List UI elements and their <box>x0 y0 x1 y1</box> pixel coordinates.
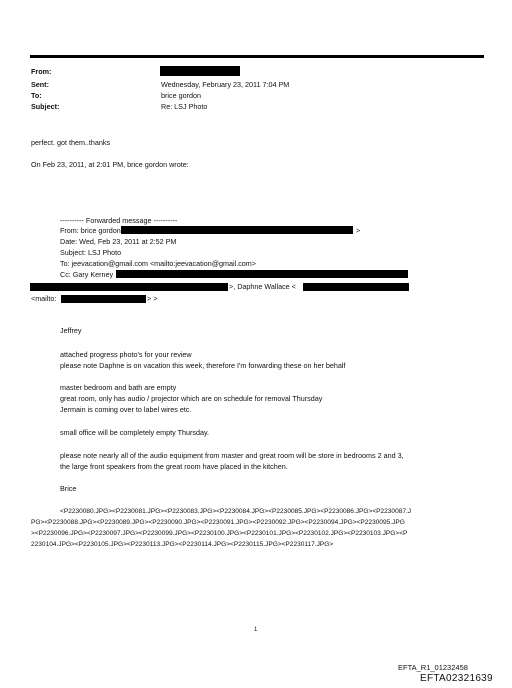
forwarded-from-end: > <box>356 226 361 235</box>
cc-daphne: >, Daphne Wallace < <box>229 282 296 291</box>
subject-label: Subject: <box>31 102 60 111</box>
bates-number: EFTA02321639 <box>420 673 493 684</box>
subject-value: Re: LSJ Photo <box>161 102 208 111</box>
forwarded-subject: Subject: LSJ Photo <box>60 248 122 257</box>
forwarded-divider: ---------- Forwarded message ---------- <box>60 216 178 225</box>
from-label: From: <box>31 67 52 76</box>
attachment-list-line: <P2230080.JPG><P2230081.JPG><P2230083.JPG><P2230084.JPG><P2230085.JPG><P2230086.JPG><P2230087.J <box>60 508 412 515</box>
redaction-cc-2 <box>30 283 228 291</box>
forwarded-cc: Cc: Gary Kerney <box>60 270 114 279</box>
redaction-forwarded-from <box>121 226 353 234</box>
to-value: brice gordon <box>161 91 201 100</box>
header-rule <box>30 55 484 58</box>
body-line: great room, only has audio / projector which are on schedule for removal Thursday <box>60 394 323 403</box>
redaction-cc-1 <box>116 270 408 278</box>
body-line: please note Daphne is on vacation this week, therefore I'm forwarding these on her behalf <box>60 361 346 370</box>
forwarded-from: From: brice gordon <box>60 226 121 235</box>
redaction-cc-3 <box>303 283 409 291</box>
redaction-mailto <box>61 295 146 303</box>
sent-label: Sent: <box>31 80 49 89</box>
to-label: To: <box>31 91 42 100</box>
body-line: the large front speakers from the great room have placed in the kitchen. <box>60 462 288 471</box>
sent-value: Wednesday, February 23, 2011 7:04 PM <box>161 80 290 89</box>
forwarded-date: Date: Wed, Feb 23, 2011 at 2:52 PM <box>60 237 177 246</box>
attachment-list-line: ><P2230096.JPG><P2230097.JPG><P2230099.JPG><P2230100.JPG><P2230101.JPG><P2230102.JPG><P2230103.JPG><P <box>31 530 408 537</box>
forwarded-to: To: jeevacation@gmail.com <mailto:jeevacation@gmail.com> <box>60 259 256 268</box>
reply-line: perfect. got them..thanks <box>31 138 111 147</box>
signoff: Brice <box>60 484 77 493</box>
body-line: small office will be completely empty Thursday. <box>60 428 209 437</box>
salutation: Jeffrey <box>60 326 82 335</box>
redaction-from <box>160 66 240 76</box>
mailto-suffix: > > <box>147 294 158 303</box>
page-number: 1 <box>254 627 258 633</box>
quote-attribution: On Feb 23, 2011, at 2:01 PM, brice gordon wrote: <box>31 160 189 169</box>
body-line: attached progress photo's for your review <box>60 350 192 359</box>
body-line: master bedroom and bath are empty <box>60 383 177 392</box>
body-line: Jermain is coming over to label wires etc. <box>60 405 192 414</box>
body-line: please note nearly all of the audio equipment from master and great room will be store in bedrooms 2 and 3, <box>60 451 404 460</box>
attachment-list-line: 2230104.JPG><P2230105.JPG><P2230113.JPG><P2230114.JPG><P2230115.JPG><P2230117.JPG> <box>31 541 334 548</box>
mailto-prefix: <mailto: <box>31 294 57 303</box>
attachment-list-line: PG><P2230088.JPG><P2230089.JPG><P2230090.JPG><P2230091.JPG><P2230092.JPG><P2230094.JPG><P2230095.JPG <box>31 519 405 526</box>
document-id: EFTA_R1_01232458 <box>398 663 468 672</box>
